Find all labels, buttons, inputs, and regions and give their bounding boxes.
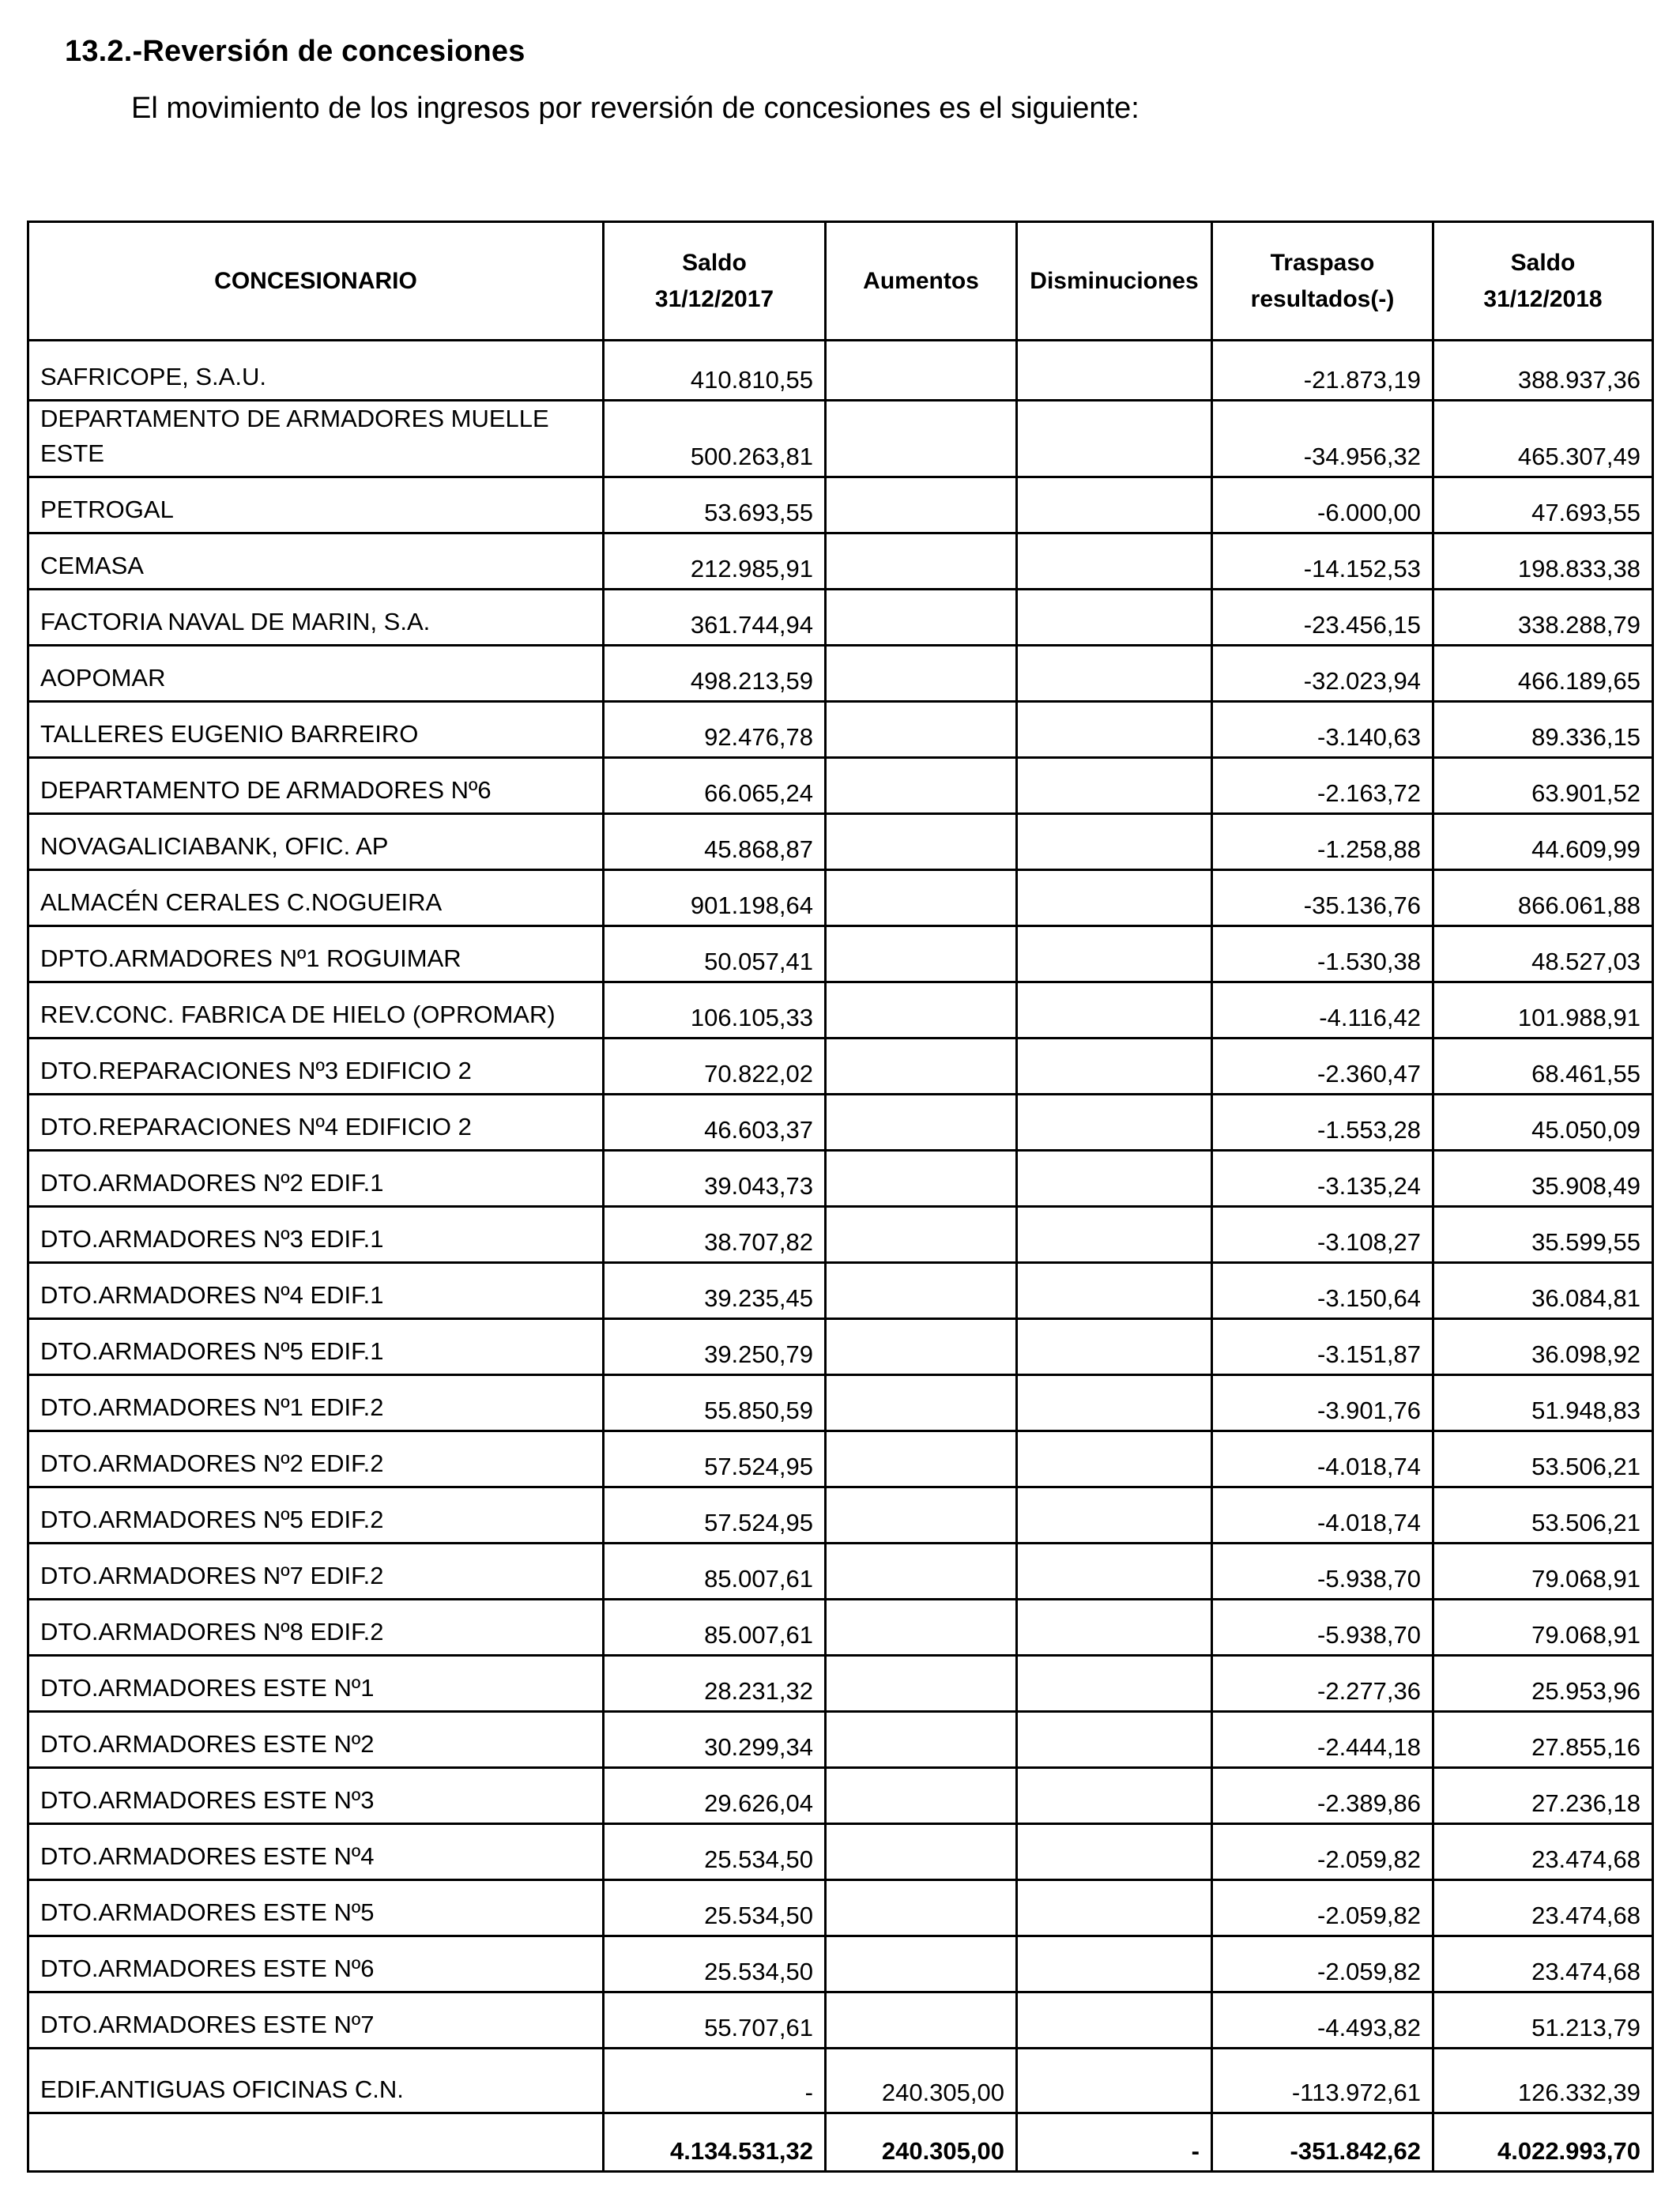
cell-saldo-2018: 63.901,52 <box>1433 758 1653 814</box>
cell-traspaso: -3.135,24 <box>1212 1151 1433 1207</box>
cell-disminuciones <box>1017 814 1212 870</box>
cell-saldo-2017: 57.524,95 <box>604 1487 826 1544</box>
cell-saldo-2018: 35.908,49 <box>1433 1151 1653 1207</box>
cell-concesionario: DTO.ARMADORES Nº3 EDIF.1 <box>28 1207 604 1263</box>
table-row <box>28 1824 1653 1880</box>
cell-disminuciones <box>1017 1039 1212 1095</box>
cell-traspaso: -4.018,74 <box>1212 1431 1433 1487</box>
cell-concesionario: DTO.REPARACIONES Nº3 EDIFICIO 2 <box>28 1039 604 1095</box>
cell-aumentos <box>826 1151 1017 1207</box>
cell-saldo-2018: 35.599,55 <box>1433 1207 1653 1263</box>
cell-traspaso: -2.163,72 <box>1212 758 1433 814</box>
cell-traspaso: -35.136,76 <box>1212 870 1433 926</box>
table-row <box>28 1768 1653 1824</box>
cell-concesionario: TALLERES EUGENIO BARREIRO <box>28 702 604 758</box>
cell-concesionario: DTO.ARMADORES Nº2 EDIF.2 <box>28 1431 604 1487</box>
cell-aumentos <box>826 1095 1017 1151</box>
cell-disminuciones <box>1017 758 1212 814</box>
cell-disminuciones <box>1017 646 1212 702</box>
cell-concesionario: DTO.ARMADORES Nº4 EDIF.1 <box>28 1263 604 1319</box>
cell-disminuciones <box>1017 1263 1212 1319</box>
col-header-traspaso: Traspaso resultados(-) <box>1212 222 1433 341</box>
cell-disminuciones <box>1017 1431 1212 1487</box>
cell-saldo-2018: 338.288,79 <box>1433 590 1653 646</box>
table-row <box>28 646 1653 702</box>
cell-saldo-2018: 79.068,91 <box>1433 1600 1653 1656</box>
cell-concesionario: PETROGAL <box>28 477 604 533</box>
cell-saldo-2018: 53.506,21 <box>1433 1487 1653 1544</box>
cell-saldo-2018: 45.050,09 <box>1433 1095 1653 1151</box>
cell-traspaso: -32.023,94 <box>1212 646 1433 702</box>
cell-disminuciones <box>1017 1375 1212 1431</box>
cell-saldo-2018: 126.332,39 <box>1433 2049 1653 2113</box>
table-row <box>28 1319 1653 1375</box>
cell-disminuciones <box>1017 533 1212 590</box>
cell-disminuciones <box>1017 477 1212 533</box>
cell-saldo-2017: 25.534,50 <box>604 1936 826 1992</box>
table-row <box>28 477 1653 533</box>
cell-disminuciones <box>1017 702 1212 758</box>
cell-saldo-2018: 866.061,88 <box>1433 870 1653 926</box>
cell-saldo-2018: 89.336,15 <box>1433 702 1653 758</box>
cell-saldo-2017: 212.985,91 <box>604 533 826 590</box>
cell-concesionario: DTO.ARMADORES Nº8 EDIF.2 <box>28 1600 604 1656</box>
cell-concesionario: DTO.ARMADORES ESTE Nº3 <box>28 1768 604 1824</box>
cell-saldo-2017: 498.213,59 <box>604 646 826 702</box>
cell-aumentos <box>826 1431 1017 1487</box>
cell-saldo-2017: 29.626,04 <box>604 1768 826 1824</box>
cell-traspaso: -3.150,64 <box>1212 1263 1433 1319</box>
table-row <box>28 758 1653 814</box>
cell-traspaso: -4.018,74 <box>1212 1487 1433 1544</box>
cell-concesionario: DEPARTAMENTO DE ARMADORES Nº6 <box>28 758 604 814</box>
cell-concesionario: DTO.ARMADORES Nº5 EDIF.2 <box>28 1487 604 1544</box>
cell-aumentos <box>826 758 1017 814</box>
cell-concesionario: FACTORIA NAVAL DE MARIN, S.A. <box>28 590 604 646</box>
cell-traspaso: -3.140,63 <box>1212 702 1433 758</box>
cell-saldo-2017: 410.810,55 <box>604 341 826 401</box>
cell-disminuciones <box>1017 1600 1212 1656</box>
cell-concesionario: DTO.ARMADORES ESTE Nº7 <box>28 1992 604 2049</box>
table-row <box>28 1712 1653 1768</box>
cell-disminuciones <box>1017 2049 1212 2113</box>
section-intro: El movimiento de los ingresos por reversión de concesiones es el siguiente: <box>131 92 1139 125</box>
cell-concesionario: SAFRICOPE, S.A.U. <box>28 341 604 401</box>
cell-saldo-2017: 92.476,78 <box>604 702 826 758</box>
cell-aumentos <box>826 1039 1017 1095</box>
cell-concesionario: DTO.ARMADORES Nº1 EDIF.2 <box>28 1375 604 1431</box>
cell-aumentos <box>826 1600 1017 1656</box>
cell-saldo-2017: 361.744,94 <box>604 590 826 646</box>
table-row <box>28 1880 1653 1936</box>
table-row <box>28 1151 1653 1207</box>
cell-saldo-2017: 50.057,41 <box>604 926 826 982</box>
cell-disminuciones <box>1017 1824 1212 1880</box>
cell-saldo-2017: 28.231,32 <box>604 1656 826 1712</box>
cell-traspaso: -21.873,19 <box>1212 341 1433 401</box>
table-total-row <box>28 2113 1653 2172</box>
cell-aumentos <box>826 533 1017 590</box>
cell-concesionario: NOVAGALICIABANK, OFIC. AP <box>28 814 604 870</box>
col-header-saldo-2017: Saldo 31/12/2017 <box>604 222 826 341</box>
col-header-saldo-2018: Saldo 31/12/2018 <box>1433 222 1653 341</box>
cell-aumentos <box>826 1880 1017 1936</box>
table-row <box>28 814 1653 870</box>
cell-saldo-2017: 57.524,95 <box>604 1431 826 1487</box>
cell-traspaso: -6.000,00 <box>1212 477 1433 533</box>
cell-saldo-2018: 53.506,21 <box>1433 1431 1653 1487</box>
table-row <box>28 533 1653 590</box>
cell-saldo-2018: 27.855,16 <box>1433 1712 1653 1768</box>
cell-traspaso: -4.493,82 <box>1212 1992 1433 2049</box>
table-row <box>28 870 1653 926</box>
table-row <box>28 2049 1653 2113</box>
cell-traspaso: -3.108,27 <box>1212 1207 1433 1263</box>
cell-disminuciones <box>1017 982 1212 1039</box>
cell-disminuciones <box>1017 1992 1212 2049</box>
cell-saldo-2017: 39.235,45 <box>604 1263 826 1319</box>
cell-disminuciones <box>1017 1544 1212 1600</box>
cell-concesionario: DTO.ARMADORES Nº5 EDIF.1 <box>28 1319 604 1375</box>
table-row <box>28 1263 1653 1319</box>
cell-saldo-2018: 27.236,18 <box>1433 1768 1653 1824</box>
cell-aumentos <box>826 1656 1017 1712</box>
cell-traspaso: -3.151,87 <box>1212 1319 1433 1375</box>
table-row <box>28 401 1653 477</box>
cell-traspaso: -2.277,36 <box>1212 1656 1433 1712</box>
section-heading: 13.2.-Reversión de concesiones <box>65 35 525 68</box>
cell-concesionario: DTO.ARMADORES Nº2 EDIF.1 <box>28 1151 604 1207</box>
col-header-disminuciones: Disminuciones <box>1017 222 1212 341</box>
cell-concesionario: DTO.ARMADORES ESTE Nº1 <box>28 1656 604 1712</box>
cell-aumentos <box>826 702 1017 758</box>
cell-disminuciones <box>1017 1319 1212 1375</box>
table-row <box>28 1992 1653 2049</box>
table-row <box>28 1095 1653 1151</box>
cell-disminuciones <box>1017 1207 1212 1263</box>
cell-saldo-2018: 68.461,55 <box>1433 1039 1653 1095</box>
cell-saldo-2018: 36.098,92 <box>1433 1319 1653 1375</box>
cell-traspaso: -2.059,82 <box>1212 1880 1433 1936</box>
cell-aumentos <box>826 341 1017 401</box>
table-row <box>28 1375 1653 1431</box>
cell-traspaso: -5.938,70 <box>1212 1544 1433 1600</box>
cell-concesionario: DTO.ARMADORES ESTE Nº6 <box>28 1936 604 1992</box>
cell-traspaso: -1.258,88 <box>1212 814 1433 870</box>
table-row <box>28 1431 1653 1487</box>
cell-saldo-2018: 44.609,99 <box>1433 814 1653 870</box>
cell-saldo-2017: 39.043,73 <box>604 1151 826 1207</box>
col-header-concesionario: CONCESIONARIO <box>28 222 604 341</box>
table-row <box>28 1600 1653 1656</box>
cell-disminuciones <box>1017 1151 1212 1207</box>
cell-traspaso: -5.938,70 <box>1212 1600 1433 1656</box>
cell-concesionario: AOPOMAR <box>28 646 604 702</box>
cell-aumentos <box>826 1936 1017 1992</box>
cell-saldo-2017: 53.693,55 <box>604 477 826 533</box>
cell-saldo-2018: 51.213,79 <box>1433 1992 1653 2049</box>
cell-saldo-2017: 25.534,50 <box>604 1880 826 1936</box>
cell-aumentos <box>826 982 1017 1039</box>
cell-saldo-2018: 48.527,03 <box>1433 926 1653 982</box>
cell-saldo-2018: 36.084,81 <box>1433 1263 1653 1319</box>
cell-concesionario: DTO.REPARACIONES Nº4 EDIFICIO 2 <box>28 1095 604 1151</box>
cell-concesionario: DTO.ARMADORES ESTE Nº4 <box>28 1824 604 1880</box>
cell-concesionario: DTO.ARMADORES ESTE Nº5 <box>28 1880 604 1936</box>
cell-saldo-2017: 85.007,61 <box>604 1600 826 1656</box>
table-row <box>28 1936 1653 1992</box>
table-row <box>28 1656 1653 1712</box>
cell-aumentos <box>826 646 1017 702</box>
cell-concesionario: REV.CONC. FABRICA DE HIELO (OPROMAR) <box>28 982 604 1039</box>
cell-saldo-2018: 23.474,68 <box>1433 1880 1653 1936</box>
table-row <box>28 1207 1653 1263</box>
cell-disminuciones <box>1017 870 1212 926</box>
cell-saldo-2018: 25.953,96 <box>1433 1656 1653 1712</box>
cell-aumentos <box>826 1768 1017 1824</box>
cell-aumentos <box>826 870 1017 926</box>
table-header-row <box>28 222 1653 341</box>
cell-traspaso: -351.842,62 <box>1212 2113 1433 2172</box>
table-row <box>28 1487 1653 1544</box>
cell-aumentos: 240.305,00 <box>826 2049 1017 2113</box>
cell-disminuciones <box>1017 1487 1212 1544</box>
cell-traspaso: -113.972,61 <box>1212 2049 1433 2113</box>
cell-saldo-2017: 45.868,87 <box>604 814 826 870</box>
cell-saldo-2017: 106.105,33 <box>604 982 826 1039</box>
cell-traspaso: -14.152,53 <box>1212 533 1433 590</box>
cell-saldo-2018: 79.068,91 <box>1433 1544 1653 1600</box>
table-row <box>28 341 1653 401</box>
table-row <box>28 982 1653 1039</box>
cell-aumentos <box>826 477 1017 533</box>
cell-disminuciones <box>1017 1880 1212 1936</box>
cell-saldo-2018: 47.693,55 <box>1433 477 1653 533</box>
cell-saldo-2017: 46.603,37 <box>604 1095 826 1151</box>
cell-saldo-2017: 4.134.531,32 <box>604 2113 826 2172</box>
cell-traspaso: -1.530,38 <box>1212 926 1433 982</box>
cell-saldo-2017: 38.707,82 <box>604 1207 826 1263</box>
cell-saldo-2018: 466.189,65 <box>1433 646 1653 702</box>
cell-saldo-2018: 4.022.993,70 <box>1433 2113 1653 2172</box>
cell-concesionario: DPTO.ARMADORES Nº1 ROGUIMAR <box>28 926 604 982</box>
cell-disminuciones <box>1017 1768 1212 1824</box>
cell-saldo-2017: 30.299,34 <box>604 1712 826 1768</box>
cell-disminuciones <box>1017 1656 1212 1712</box>
cell-traspaso: -34.956,32 <box>1212 401 1433 477</box>
table-row <box>28 1039 1653 1095</box>
cell-saldo-2018: 388.937,36 <box>1433 341 1653 401</box>
cell-saldo-2018: 23.474,68 <box>1433 1824 1653 1880</box>
cell-disminuciones <box>1017 590 1212 646</box>
cell-aumentos <box>826 1487 1017 1544</box>
cell-aumentos <box>826 1992 1017 2049</box>
cell-concesionario: DEPARTAMENTO DE ARMADORES MUELLE ESTE <box>28 401 604 477</box>
cell-aumentos <box>826 1824 1017 1880</box>
cell-disminuciones <box>1017 1712 1212 1768</box>
cell-disminuciones <box>1017 401 1212 477</box>
cell-aumentos: 240.305,00 <box>826 2113 1017 2172</box>
cell-concesionario: ALMACÉN CERALES C.NOGUEIRA <box>28 870 604 926</box>
cell-saldo-2017: 55.850,59 <box>604 1375 826 1431</box>
cell-traspaso: -2.444,18 <box>1212 1712 1433 1768</box>
concessions-table <box>27 221 1654 2173</box>
cell-traspaso: -1.553,28 <box>1212 1095 1433 1151</box>
cell-disminuciones <box>1017 1936 1212 1992</box>
table-row <box>28 702 1653 758</box>
cell-aumentos <box>826 590 1017 646</box>
cell-concesionario <box>28 2113 604 2172</box>
cell-saldo-2017: 66.065,24 <box>604 758 826 814</box>
cell-saldo-2017: 25.534,50 <box>604 1824 826 1880</box>
cell-aumentos <box>826 1319 1017 1375</box>
cell-saldo-2017: 901.198,64 <box>604 870 826 926</box>
cell-aumentos <box>826 401 1017 477</box>
cell-traspaso: -4.116,42 <box>1212 982 1433 1039</box>
cell-concesionario: EDIF.ANTIGUAS OFICINAS C.N. <box>28 2049 604 2113</box>
cell-traspaso: -23.456,15 <box>1212 590 1433 646</box>
cell-saldo-2018: 198.833,38 <box>1433 533 1653 590</box>
table-row <box>28 1544 1653 1600</box>
cell-disminuciones <box>1017 1095 1212 1151</box>
cell-saldo-2017: 39.250,79 <box>604 1319 826 1375</box>
cell-disminuciones <box>1017 926 1212 982</box>
cell-traspaso: -2.360,47 <box>1212 1039 1433 1095</box>
cell-saldo-2018: 51.948,83 <box>1433 1375 1653 1431</box>
cell-aumentos <box>826 1375 1017 1431</box>
cell-aumentos <box>826 1207 1017 1263</box>
cell-concesionario: DTO.ARMADORES Nº7 EDIF.2 <box>28 1544 604 1600</box>
cell-saldo-2018: 23.474,68 <box>1433 1936 1653 1992</box>
cell-saldo-2018: 101.988,91 <box>1433 982 1653 1039</box>
cell-disminuciones: - <box>1017 2113 1212 2172</box>
cell-traspaso: -2.059,82 <box>1212 1824 1433 1880</box>
cell-aumentos <box>826 1544 1017 1600</box>
table-row <box>28 590 1653 646</box>
cell-aumentos <box>826 1263 1017 1319</box>
cell-saldo-2017: 70.822,02 <box>604 1039 826 1095</box>
cell-aumentos <box>826 1712 1017 1768</box>
col-header-aumentos: Aumentos <box>826 222 1017 341</box>
table-row <box>28 926 1653 982</box>
cell-aumentos <box>826 926 1017 982</box>
cell-saldo-2017: 500.263,81 <box>604 401 826 477</box>
table-body <box>28 341 1653 2172</box>
cell-saldo-2017: 55.707,61 <box>604 1992 826 2049</box>
cell-saldo-2017: 85.007,61 <box>604 1544 826 1600</box>
cell-traspaso: -2.389,86 <box>1212 1768 1433 1824</box>
cell-traspaso: -2.059,82 <box>1212 1936 1433 1992</box>
cell-saldo-2018: 465.307,49 <box>1433 401 1653 477</box>
cell-aumentos <box>826 814 1017 870</box>
cell-saldo-2017: - <box>604 2049 826 2113</box>
cell-concesionario: DTO.ARMADORES ESTE Nº2 <box>28 1712 604 1768</box>
cell-concesionario: CEMASA <box>28 533 604 590</box>
cell-traspaso: -3.901,76 <box>1212 1375 1433 1431</box>
cell-disminuciones <box>1017 341 1212 401</box>
